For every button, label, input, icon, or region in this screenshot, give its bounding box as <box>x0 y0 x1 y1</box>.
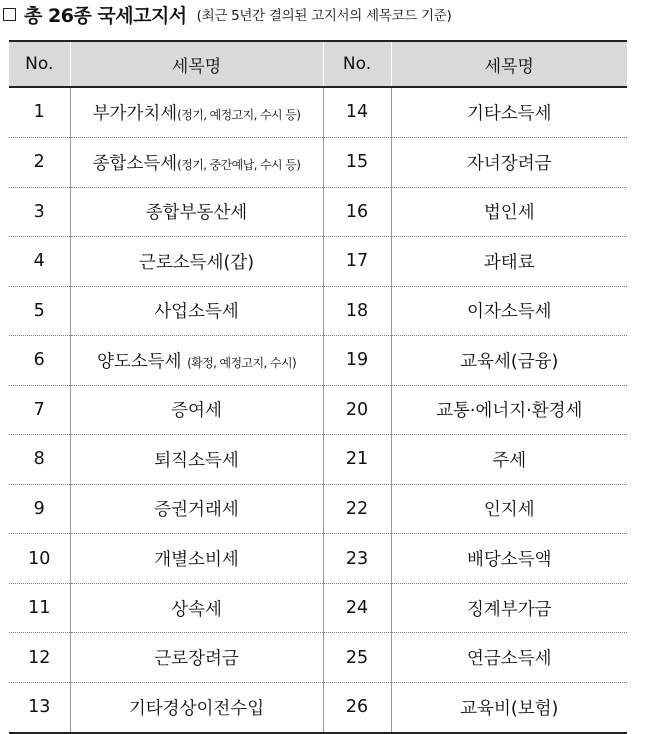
tax-item-name-left <box>70 682 323 733</box>
tax-item-name-left <box>70 187 323 237</box>
tax-item-name-left-text: 종합부동산세 <box>145 203 248 224</box>
tax-item-name-left-text: 근로소득세(갑) <box>138 252 255 273</box>
tax-item-name-left <box>70 237 323 287</box>
tax-item-name-left-text: 종합소득세 <box>92 153 178 174</box>
row-number-right <box>323 286 391 336</box>
tax-item-name-right <box>391 435 627 485</box>
row-number-right-text: 20 <box>345 399 369 420</box>
tax-item-name-left-text: 기타경상이전수입 <box>128 698 265 719</box>
tax-item-name-right-text: 법인세 <box>483 203 535 224</box>
tax-item-name-right <box>391 336 627 386</box>
row-number-right <box>323 435 391 485</box>
table-row <box>9 534 627 584</box>
table-row <box>9 583 627 633</box>
row-number-left-text: 9 <box>33 498 45 519</box>
tax-item-name-right-text: 교육세(금융) <box>460 351 559 372</box>
table-row <box>9 286 627 336</box>
tax-item-name-left <box>70 385 323 435</box>
tax-item-name-left-text: 양도소득세 <box>96 351 188 372</box>
heading-title: 총 26종 국세고지서 <box>24 4 187 27</box>
table-row <box>9 435 627 485</box>
header-no-right: No. <box>323 41 391 87</box>
table-row <box>9 385 627 435</box>
row-number-left <box>9 534 70 584</box>
header-no-left: No. <box>9 41 70 87</box>
tax-item-name-left-text: 부가가치세 <box>92 103 178 124</box>
checkbox-square-icon <box>3 8 16 21</box>
table-row <box>9 633 627 683</box>
row-number-left <box>9 137 70 187</box>
tax-item-name-left-text: 근로장려금 <box>154 649 239 670</box>
row-number-left-text: 3 <box>33 201 45 222</box>
tax-item-name-right <box>391 385 627 435</box>
row-number-right <box>323 385 391 435</box>
tax-item-name-right-text: 과태료 <box>483 252 535 273</box>
header-name-left: 세목명 <box>70 41 323 87</box>
row-number-left <box>9 187 70 237</box>
row-number-right-text: 17 <box>345 251 369 272</box>
row-number-right <box>323 336 391 386</box>
tax-item-name-right-text: 연금소득세 <box>466 649 552 670</box>
tax-item-name-right <box>391 137 627 187</box>
tax-item-name-left-text: 증여세 <box>171 401 222 422</box>
row-number-right-text: 24 <box>345 598 369 619</box>
tax-item-name-left <box>70 583 323 633</box>
row-number-right <box>323 87 391 137</box>
tax-item-note: (정기, 중간예납, 수시 등) <box>177 157 301 172</box>
table-header-row <box>9 41 627 87</box>
row-number-left <box>9 484 70 534</box>
row-number-left <box>9 87 70 137</box>
tax-item-name-right <box>391 682 627 733</box>
header-name-right: 세목명 <box>391 41 627 87</box>
table-row <box>9 237 627 287</box>
tax-item-name-right-text: 징계부가금 <box>466 599 552 620</box>
row-number-left <box>9 583 70 633</box>
row-number-right-text: 15 <box>345 152 369 173</box>
row-number-left-text: 11 <box>28 598 51 619</box>
tax-item-name-left <box>70 633 323 683</box>
table-row <box>9 137 627 187</box>
row-number-right-text: 21 <box>345 449 369 470</box>
heading-subtitle: (최근 5년간 결의된 고지서의 세목코드 기준) <box>196 8 452 24</box>
row-number-right <box>323 633 391 683</box>
tax-item-name-left-text: 개별소비세 <box>154 550 239 570</box>
tax-item-name-left <box>70 534 323 584</box>
row-number-right <box>323 137 391 187</box>
tax-item-name-right <box>391 583 627 633</box>
row-number-left <box>9 286 70 336</box>
table-row <box>9 336 627 386</box>
tax-item-note: (확정, 예정고지, 수시) <box>187 355 297 370</box>
row-number-left <box>9 336 70 386</box>
table-row <box>9 87 627 137</box>
row-number-right <box>323 237 391 287</box>
row-number-right-text: 18 <box>345 300 369 321</box>
row-number-left-text: 12 <box>28 647 51 668</box>
tax-item-name-right <box>391 286 627 336</box>
tax-item-name-left-text: 사업소득세 <box>154 302 239 323</box>
tax-item-name-right-text: 인지세 <box>483 500 535 521</box>
tax-item-name-left <box>70 484 323 534</box>
tax-item-name-right <box>391 484 627 534</box>
table-row <box>9 187 627 237</box>
tax-item-name-left <box>70 137 323 187</box>
row-number-right <box>323 187 391 237</box>
row-number-left <box>9 435 70 485</box>
row-number-right <box>323 534 391 584</box>
row-number-left <box>9 633 70 683</box>
row-number-left-text: 5 <box>33 300 45 321</box>
tax-item-name-right <box>391 187 627 237</box>
tax-item-name-right-text: 교통·에너지·환경세 <box>436 401 583 422</box>
tax-item-name-left <box>70 336 323 386</box>
tax-item-name-right <box>391 237 627 287</box>
row-number-left-text: 4 <box>33 251 45 272</box>
tax-item-name-right-text: 이자소득세 <box>466 302 552 323</box>
row-number-left-text: 1 <box>33 102 45 123</box>
tax-item-name-left-text: 상속세 <box>171 599 222 620</box>
tax-item-name-left <box>70 286 323 336</box>
tax-item-name-right <box>391 633 627 683</box>
tax-item-note: (정기, 예정고지, 수시 등) <box>177 107 301 122</box>
row-number-left-text: 8 <box>33 449 45 470</box>
tax-item-name-right-text: 주세 <box>492 450 527 471</box>
row-number-right <box>323 682 391 733</box>
section-heading <box>3 1 451 27</box>
row-number-right-text: 16 <box>345 201 369 222</box>
row-number-left-text: 7 <box>33 399 45 420</box>
row-number-right-text: 23 <box>345 548 369 569</box>
row-number-left-text: 6 <box>33 350 45 371</box>
row-number-left-text: 13 <box>28 697 51 718</box>
tax-item-name-right <box>391 87 627 137</box>
tax-item-name-left <box>70 87 323 137</box>
row-number-left <box>9 237 70 287</box>
tax-item-name-right-text: 배당소득액 <box>466 550 552 570</box>
tax-item-name-right-text: 자녀장려금 <box>466 153 552 174</box>
row-number-left-text: 10 <box>28 548 51 569</box>
table-row <box>9 682 627 733</box>
tax-item-name-right-text: 기타소득세 <box>466 103 552 124</box>
tax-item-name-left-text: 증권거래세 <box>154 500 239 521</box>
row-number-right-text: 22 <box>345 498 369 519</box>
tax-item-name-left <box>70 435 323 485</box>
table-row <box>9 484 627 534</box>
tax-item-name-right-text: 교육비(보험) <box>460 698 559 719</box>
row-number-left-text: 2 <box>33 152 45 173</box>
tax-item-name-right <box>391 534 627 584</box>
row-number-right-text: 25 <box>345 647 369 668</box>
tax-item-name-left-text: 퇴직소득세 <box>154 450 239 471</box>
row-number-left <box>9 385 70 435</box>
tax-items-table <box>9 40 627 734</box>
row-number-left <box>9 682 70 733</box>
row-number-right-text: 19 <box>345 350 369 371</box>
row-number-right-text: 14 <box>345 102 369 123</box>
row-number-right <box>323 583 391 633</box>
row-number-right <box>323 484 391 534</box>
row-number-right-text: 26 <box>345 697 369 718</box>
